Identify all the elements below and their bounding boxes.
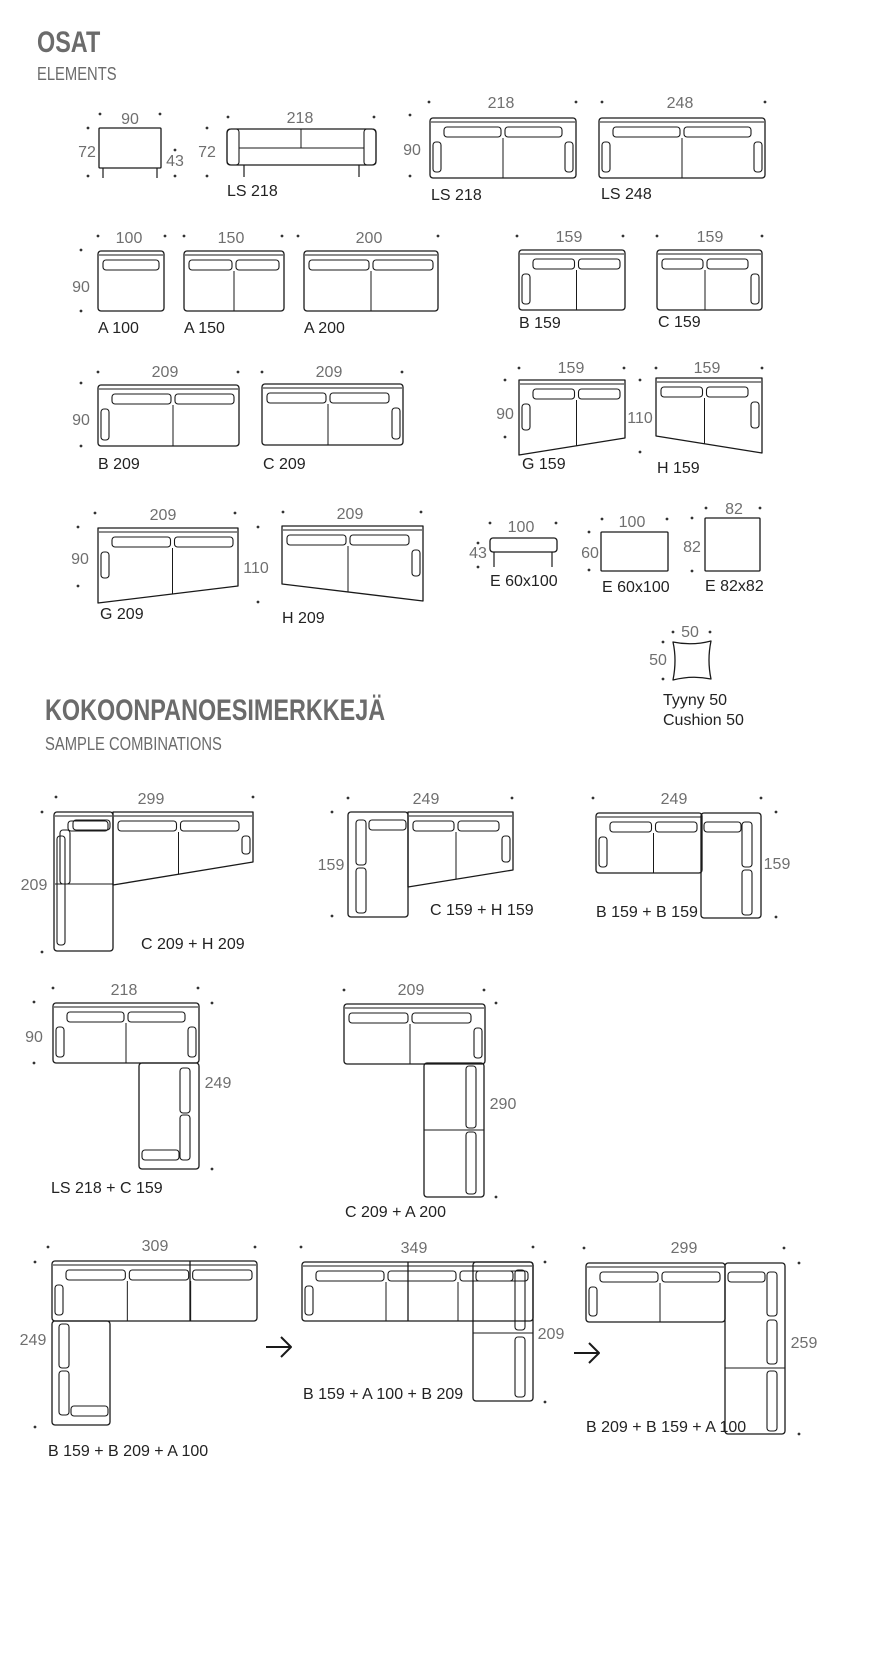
element-label: C 159 + H 159 bbox=[430, 902, 534, 919]
element-label: Tyyny 50 bbox=[663, 692, 728, 709]
element-label: LS 218 + C 159 bbox=[51, 1180, 163, 1197]
combo-c159-h159 bbox=[318, 791, 534, 919]
dimension-label: 43 bbox=[166, 153, 184, 170]
dimension-label: 50 bbox=[649, 652, 667, 669]
dimension-label: 209 bbox=[315, 364, 343, 381]
dimension-label: 150 bbox=[217, 230, 245, 247]
combo-b209-b159-a100 bbox=[583, 1240, 818, 1436]
combo-b159-b159 bbox=[592, 791, 791, 921]
element-a100 bbox=[72, 230, 166, 337]
dimension-label: 159 bbox=[557, 360, 585, 377]
heading-parts: OSAT bbox=[37, 26, 101, 59]
dimension-label: 90 bbox=[121, 111, 139, 128]
dimension-label: 218 bbox=[286, 110, 314, 127]
element-b159 bbox=[516, 229, 625, 332]
element-label: C 209 bbox=[263, 456, 306, 473]
element-label: A 150 bbox=[184, 320, 225, 337]
combo-c209-h209 bbox=[21, 791, 255, 953]
dimension-label: 82 bbox=[725, 501, 743, 518]
element-label: B 209 + B 159 + A 100 bbox=[586, 1419, 747, 1436]
element-b209 bbox=[72, 364, 239, 473]
arrow-right-icon bbox=[266, 1337, 291, 1357]
element-label: B 159 + B 159 bbox=[596, 904, 698, 921]
dimension-label: 209 bbox=[537, 1326, 565, 1343]
dimension-label: 100 bbox=[115, 230, 143, 247]
combo-ls218-c159 bbox=[25, 982, 231, 1197]
element-ls248 bbox=[599, 95, 766, 203]
dimension-label: 249 bbox=[660, 791, 688, 808]
dimension-label: 60 bbox=[581, 545, 599, 562]
heading-combinations: KOKOONPANOESIMERKKEJÄ bbox=[45, 694, 386, 727]
dimension-label: 43 bbox=[469, 545, 487, 562]
dimension-label: 159 bbox=[763, 856, 791, 873]
dimension-label: 209 bbox=[20, 877, 48, 894]
element-cushion bbox=[649, 624, 744, 729]
element-label: A 200 bbox=[304, 320, 345, 337]
dimension-label: 82 bbox=[683, 539, 701, 556]
dimension-label: 72 bbox=[198, 144, 216, 161]
dimension-label: 299 bbox=[137, 791, 165, 808]
dimension-label: 90 bbox=[72, 412, 90, 429]
element-g209 bbox=[71, 507, 238, 623]
dimension-label: 159 bbox=[696, 229, 724, 246]
element-label: E 60x100 bbox=[602, 579, 670, 596]
combo-c209-a200 bbox=[343, 982, 517, 1221]
element-label: B 159 + A 100 + B 209 bbox=[303, 1386, 464, 1403]
element-label: C 209 + H 209 bbox=[141, 936, 245, 953]
dimension-label: 110 bbox=[627, 410, 653, 427]
dimension-label: 209 bbox=[151, 364, 179, 381]
dimension-label: 90 bbox=[72, 279, 90, 296]
element-label: G 209 bbox=[100, 606, 144, 623]
element-e60-side bbox=[469, 519, 558, 590]
element-a150 bbox=[183, 230, 284, 337]
element-e60-top bbox=[581, 514, 670, 596]
dimension-label: 249 bbox=[412, 791, 440, 808]
dimension-label: 349 bbox=[400, 1240, 428, 1257]
element-label: LS 218 bbox=[431, 187, 482, 204]
dimension-label: 90 bbox=[403, 142, 421, 159]
element-label: B 209 bbox=[98, 456, 140, 473]
dimension-label: 90 bbox=[496, 406, 514, 423]
element-label: B 159 + B 209 + A 100 bbox=[48, 1443, 209, 1460]
element-label: H 209 bbox=[282, 610, 325, 627]
element-label: E 82x82 bbox=[705, 578, 764, 595]
dimension-label: 218 bbox=[487, 95, 515, 112]
element-label: LS 218 bbox=[227, 183, 278, 200]
dimension-label: 50 bbox=[681, 624, 699, 641]
element-label: LS 248 bbox=[601, 186, 652, 203]
dimension-label: 299 bbox=[670, 1240, 698, 1257]
dimension-label: 159 bbox=[317, 857, 345, 874]
dimension-label: 159 bbox=[693, 360, 721, 377]
element-label: G 159 bbox=[522, 456, 566, 473]
dimension-label: 200 bbox=[355, 230, 383, 247]
dimension-label: 249 bbox=[19, 1332, 47, 1349]
dimension-label: 248 bbox=[666, 95, 694, 112]
dimension-label: 100 bbox=[618, 514, 646, 531]
dimension-label: 209 bbox=[397, 982, 425, 999]
element-label: H 159 bbox=[657, 460, 700, 477]
dimension-label: 110 bbox=[243, 560, 269, 577]
dimension-label: 290 bbox=[489, 1096, 517, 1113]
element-c159 bbox=[656, 229, 764, 331]
element-armchair-side bbox=[78, 111, 184, 178]
dimension-label: 209 bbox=[336, 506, 364, 523]
element-h209 bbox=[243, 506, 423, 627]
element-label: Cushion 50 bbox=[663, 712, 744, 729]
dimension-label: 72 bbox=[78, 144, 96, 161]
element-c209 bbox=[261, 364, 404, 473]
dimension-label: 249 bbox=[204, 1075, 232, 1092]
dimension-label: 259 bbox=[790, 1335, 818, 1352]
dimension-label: 90 bbox=[25, 1029, 43, 1046]
element-label: B 159 bbox=[519, 315, 561, 332]
heading-sample-combinations: SAMPLE COMBINATIONS bbox=[45, 734, 222, 754]
heading-elements: ELEMENTS bbox=[37, 64, 117, 84]
dimension-label: 100 bbox=[507, 519, 535, 536]
element-ls218-side bbox=[198, 110, 376, 200]
dimension-label: 90 bbox=[71, 551, 89, 568]
element-label: C 159 bbox=[658, 314, 701, 331]
element-g159 bbox=[496, 360, 625, 473]
element-a200 bbox=[297, 230, 440, 337]
arrow-right-icon bbox=[574, 1343, 599, 1363]
element-label: C 209 + A 200 bbox=[345, 1204, 446, 1221]
element-label: A 100 bbox=[98, 320, 139, 337]
element-ls218 bbox=[403, 95, 577, 204]
dimension-label: 309 bbox=[141, 1238, 169, 1255]
element-e82 bbox=[683, 501, 764, 595]
dimension-label: 218 bbox=[110, 982, 138, 999]
dimension-label: 209 bbox=[149, 507, 177, 524]
element-label: E 60x100 bbox=[490, 573, 558, 590]
element-h159 bbox=[627, 360, 763, 477]
dimension-label: 159 bbox=[555, 229, 583, 246]
combo-b159-a100-b209 bbox=[300, 1240, 565, 1403]
combo-b159-b209-a100 bbox=[20, 1238, 257, 1460]
